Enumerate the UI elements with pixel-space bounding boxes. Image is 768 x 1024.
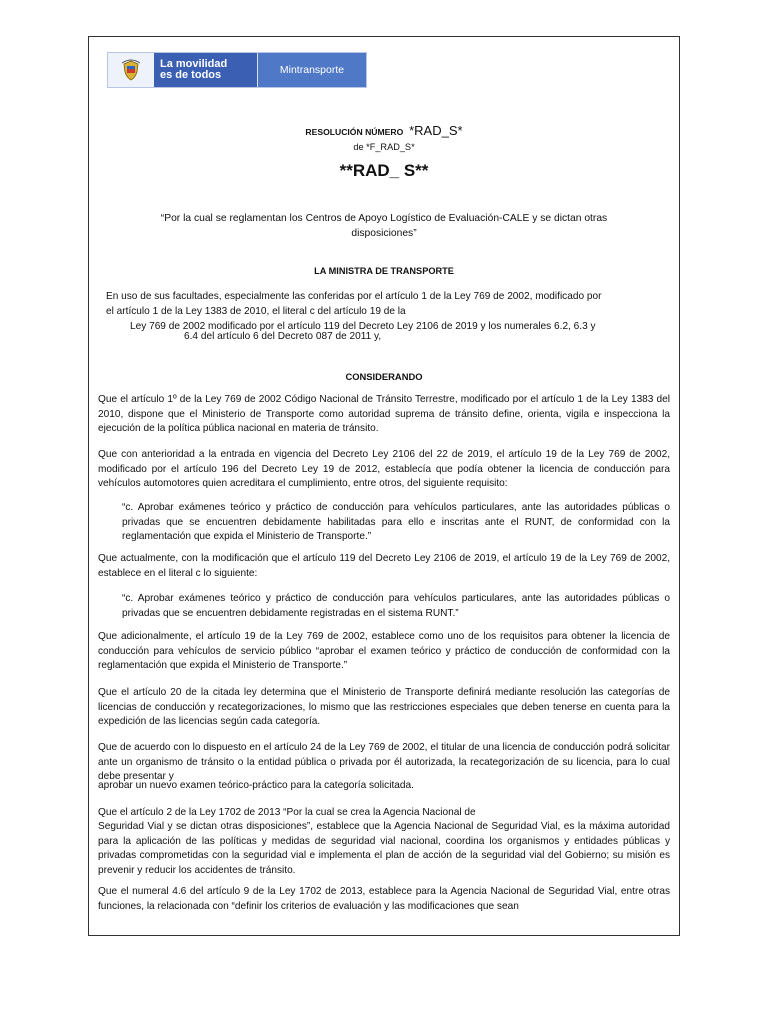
paragraph-4: Que adicionalmente, el artículo 19 de la Ley 769 de 2002, establece como uno de los requisitos para obtener la licencia de conducción para vehículos de servicio público “aprobar el examen teórico y práctico de conducción de conformidad con la reglamentación que expida el Ministerio de Transporte.” bbox=[98, 631, 670, 672]
intro-line-2: el artículo 1 de la Ley 1383 de 2010, el literal c del artículo 19 de la bbox=[106, 306, 406, 317]
logo-slogan bbox=[154, 53, 258, 87]
logo-line-2: es de todos bbox=[160, 69, 222, 81]
paragraph-2: Que con anterioridad a la entrada en vigencia del Decreto Ley 2106 del 22 de 2019, el artículo 19 de la Ley 769 de 2002, modificado por el artículo 196 del Decreto Ley 19 de 2012, establecía que podía obtener la licencia de conducción para vehículos automotores quien acreditara el cumplimiento, entre otros, del siguiente requisito: bbox=[98, 449, 670, 490]
rad-title: **RAD_ S** bbox=[339, 161, 429, 180]
resolution-number bbox=[100, 124, 668, 141]
ministry-logo bbox=[107, 52, 367, 88]
intro-line-3: Ley 769 de 2002 modificado por el artículo 119 del Decreto Ley 2106 de 2019 y los numerales 6.2, 6.3 y bbox=[130, 321, 596, 332]
resolution-subject bbox=[100, 212, 668, 241]
logo-line-1: La movilidad bbox=[160, 58, 228, 70]
considerando-heading: CONSIDERANDO bbox=[345, 371, 423, 382]
subject-line-2: disposiciones” bbox=[351, 227, 417, 239]
intro-line-4: 6.4 del artículo 6 del Decreto 087 de 2011 y, bbox=[184, 331, 382, 342]
paragraph-7: Seguridad Vial y se dictan otras disposiciones”, establece que la Agencia Nacional de Seguridad Vial, es la máxima autoridad para la aplicación de las políticas y medidas de seguridad vial nacional, coordina los organismos y entidades públicas y privadas comprometidas con la seguridad vial e implementa el plan de acción de la seguridad vial del Gobierno; su misión es prevenir y reducir los accidentes de tránsito. bbox=[98, 821, 670, 876]
paragraph-6: Que de acuerdo con lo dispuesto en el artículo 24 de la Ley 769 de 2002, el titular de una licencia de conducción podrá solicitar ante un organismo de tránsito o la entidad pública o privada por él autorizada, la recategorización de su licencia, para lo cual debe presentar y bbox=[98, 742, 670, 783]
paragraph-3: Que actualmente, con la modificación que el artículo 119 del Decreto Ley 2106 de 2019, el artículo 19 de la Ley 769 de 2002, establece en el literal c lo siguiente: bbox=[98, 553, 670, 579]
intro-line-1: En uso de sus facultades, especialmente las conferidas por el artículo 1 de la Ley 769 de 2002, modificado por bbox=[106, 291, 602, 302]
resolution-label: RESOLUCIÓN NÚMERO bbox=[305, 127, 404, 137]
resolution-date: de *F_RAD_S* bbox=[353, 142, 415, 152]
resolution-value: *RAD_S* bbox=[409, 123, 463, 138]
quote-1: “c. Aprobar exámenes teórico y práctico de conducción para vehículos particulares, ante las autoridades públicas o privadas que se encuentren debidamente habilitadas para ello e inscritas ante el RUNT, de conformidad con la reglamentación que expida el Ministerio de Transporte.” bbox=[122, 502, 670, 543]
paragraph-8: Que el numeral 4.6 del artículo 9 de la Ley 1702 de 2013, establece para la Agencia Nacional de Seguridad Vial, entre otras funciones, la relacionada con “definir los criterios de evaluación y las modificaciones que sean bbox=[98, 886, 670, 912]
paragraph-5: Que el artículo 20 de la citada ley determina que el Ministerio de Transporte definirá mediante resolución las categorías de licencias de conducción y recategorizaciones, lo mismo que las restricciones especiales que deben tenerse en cuenta para la expedición de las licencias según cada categoría. bbox=[98, 687, 670, 728]
minister-heading: LA MINISTRA DE TRANSPORTE bbox=[314, 266, 454, 276]
paragraph-7-first-line: Que el artículo 2 de la Ley 1702 de 2013 “Por la cual se crea la Agencia Nacional de bbox=[98, 807, 476, 818]
paragraph-1: Que el artículo 1º de la Ley 769 de 2002 Código Nacional de Tránsito Terrestre, modificado por el artículo 1 de la Ley 1383 del 2010, dispone que el Ministerio de Transporte como autoridad suprema de tránsito define, orienta, vigila e inspecciona la ejecución de la política pública nacional en materia de tránsito. bbox=[98, 394, 670, 435]
subject-line-1: “Por la cual se reglamentan los Centros de Apoyo Logístico de Evaluación-CALE y se dictan otras bbox=[160, 213, 608, 224]
paragraph-6-last-line: aprobar un nuevo examen teórico-práctico para la categoría solicitada. bbox=[98, 780, 414, 791]
logo-ministry-name: Mintransporte bbox=[258, 53, 366, 87]
quote-2: “c. Aprobar exámenes teórico y práctico de conducción para vehículos particulares, ante las autoridades públicas o privadas que se encuentren debidamente registradas en el sistema RUNT.” bbox=[122, 593, 670, 619]
coat-of-arms-icon bbox=[108, 53, 154, 87]
